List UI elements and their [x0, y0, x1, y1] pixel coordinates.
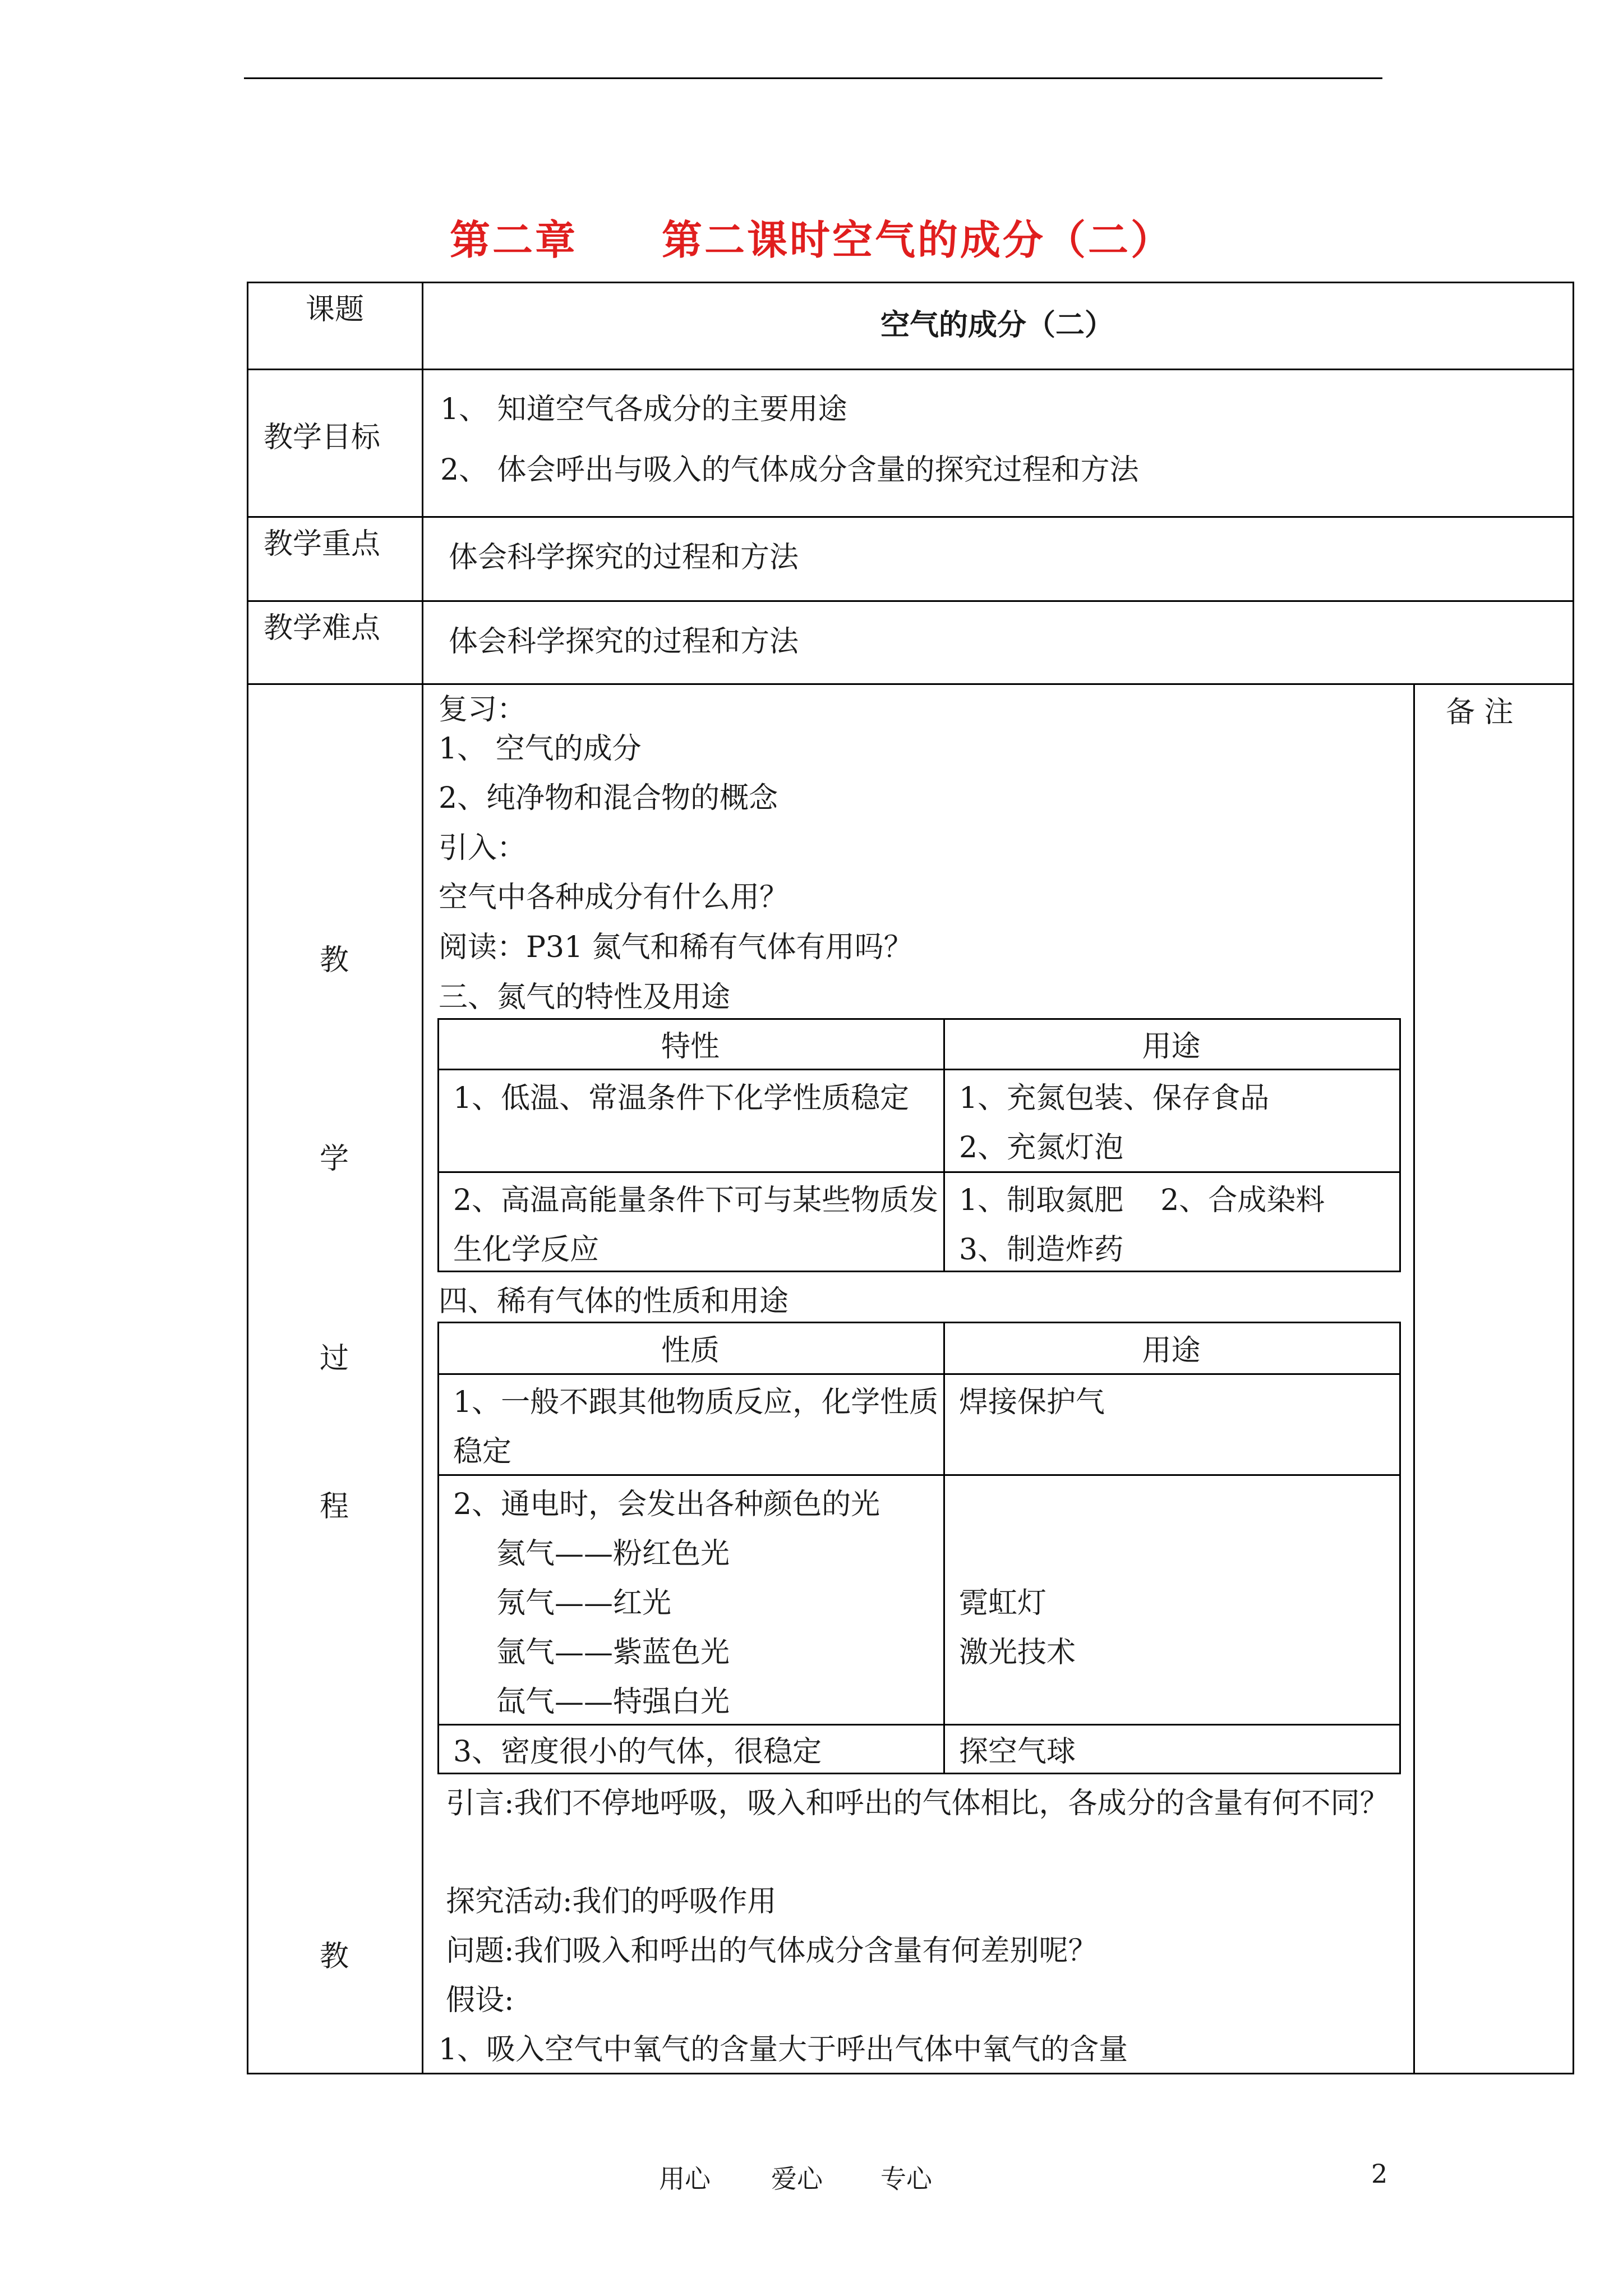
noble-row1-property-1: 1、一般不跟其他物质反应，化学性质 [453, 1386, 939, 1419]
noble-row2-use-1: 霓虹灯 [959, 1586, 1047, 1620]
question-line: 问题:我们吸入和呼出的气体成分含量有何差别呢？ [446, 1934, 1098, 1968]
process-label-1: 教 [320, 944, 349, 977]
nitrogen-header-use: 用途 [1142, 1030, 1201, 1064]
hypothesis-title: 假设: [446, 1984, 514, 2017]
key-label: 教学重点 [264, 527, 381, 561]
noble-row2-property-4: 氩气——紫蓝色光 [496, 1636, 730, 1669]
process-label-4: 程 [320, 1490, 349, 1524]
goal-item-1: 1、 知道空气各成分的主要用途 [440, 393, 847, 426]
review-item-1: 1、 空气的成分 [439, 732, 642, 766]
topic-label: 课题 [306, 293, 365, 326]
reading-line: 阅读：P31 氮气和稀有气体有用吗？ [439, 931, 913, 964]
page-number: 2 [1371, 2159, 1388, 2189]
topic-value: 空气的成分（二） [880, 309, 1114, 342]
nitrogen-row2-use-2: 3、制造炸药 [959, 1233, 1124, 1267]
footer-text-2: 爱心 [771, 2164, 823, 2194]
hypothesis-1: 1、吸入空气中氧气的含量大于呼出气体中氧气的含量 [439, 2033, 1128, 2067]
nitrogen-row1-use-1: 1、充氮包装、保存食品 [959, 1082, 1270, 1115]
noble-row1-property-2: 稳定 [453, 1435, 512, 1469]
footer-text-1: 用心 [659, 2164, 711, 2194]
process-label-2: 学 [320, 1142, 349, 1176]
noble-row2-use-2: 激光技术 [959, 1636, 1076, 1669]
title-lesson: 第二课时空气的成分（二） [662, 217, 1174, 264]
nitrogen-row2-property-2: 生化学反应 [453, 1233, 600, 1267]
nitrogen-row2-use-1: 1、制取氮肥 2、合成染料 [959, 1184, 1325, 1217]
section-3-heading: 三、氮气的特性及用途 [439, 981, 731, 1014]
intro-question: 空气中各种成分有什么用？ [439, 881, 789, 914]
noble-row1-use: 焊接保护气 [959, 1386, 1105, 1419]
difficulty-value: 体会科学探究的过程和方法 [449, 625, 799, 659]
key-value: 体会科学探究的过程和方法 [449, 541, 799, 574]
difficulty-label: 教学难点 [264, 611, 381, 645]
noble-row2-property-1: 2、通电时，会发出各种颜色的光 [453, 1488, 880, 1521]
noble-row2-property-2: 氦气——粉红色光 [496, 1537, 730, 1571]
notes-label: 备 注 [1446, 696, 1514, 729]
goal-item-2: 2、 体会呼出与吸入的气体成分含量的探究过程和方法 [440, 453, 1139, 487]
review-title: 复习： [439, 693, 527, 726]
header-rule [244, 77, 1382, 79]
nitrogen-row2-property-1: 2、高温高能量条件下可与某些物质发 [453, 1184, 939, 1217]
process-label-5: 教 [320, 1940, 349, 1973]
quote-line: 引言:我们不停地呼吸，吸入和呼出的气体相比，各成分的含量有何不同？ [446, 1787, 1389, 1820]
goals-label: 教学目标 [264, 421, 381, 454]
page-title [0, 208, 1623, 266]
noble-row3-property: 3、密度很小的气体，很稳定 [453, 1735, 822, 1769]
noble-row2-property-3: 氖气——红光 [496, 1586, 672, 1620]
nitrogen-row1-use-2: 2、充氮灯泡 [959, 1131, 1124, 1165]
footer-text-3: 专心 [880, 2164, 932, 2194]
nitrogen-row1-property: 1、低温、常温条件下化学性质稳定 [453, 1082, 910, 1115]
nitrogen-header-property: 特性 [661, 1030, 720, 1064]
noble-row3-use: 探空气球 [959, 1735, 1076, 1769]
section-4-heading: 四、稀有气体的性质和用途 [439, 1285, 789, 1318]
noble-header-use: 用途 [1142, 1334, 1201, 1368]
review-item-2: 2、纯净物和混合物的概念 [439, 781, 778, 815]
noble-row2-property-5: 氙气——特强白光 [496, 1685, 730, 1719]
noble-header-property: 性质 [661, 1334, 720, 1368]
title-chapter: 第二章 [449, 217, 578, 264]
process-label-3: 过 [320, 1342, 349, 1375]
activity-line: 探究活动:我们的呼吸作用 [446, 1885, 777, 1918]
intro-title: 引入： [439, 831, 527, 865]
